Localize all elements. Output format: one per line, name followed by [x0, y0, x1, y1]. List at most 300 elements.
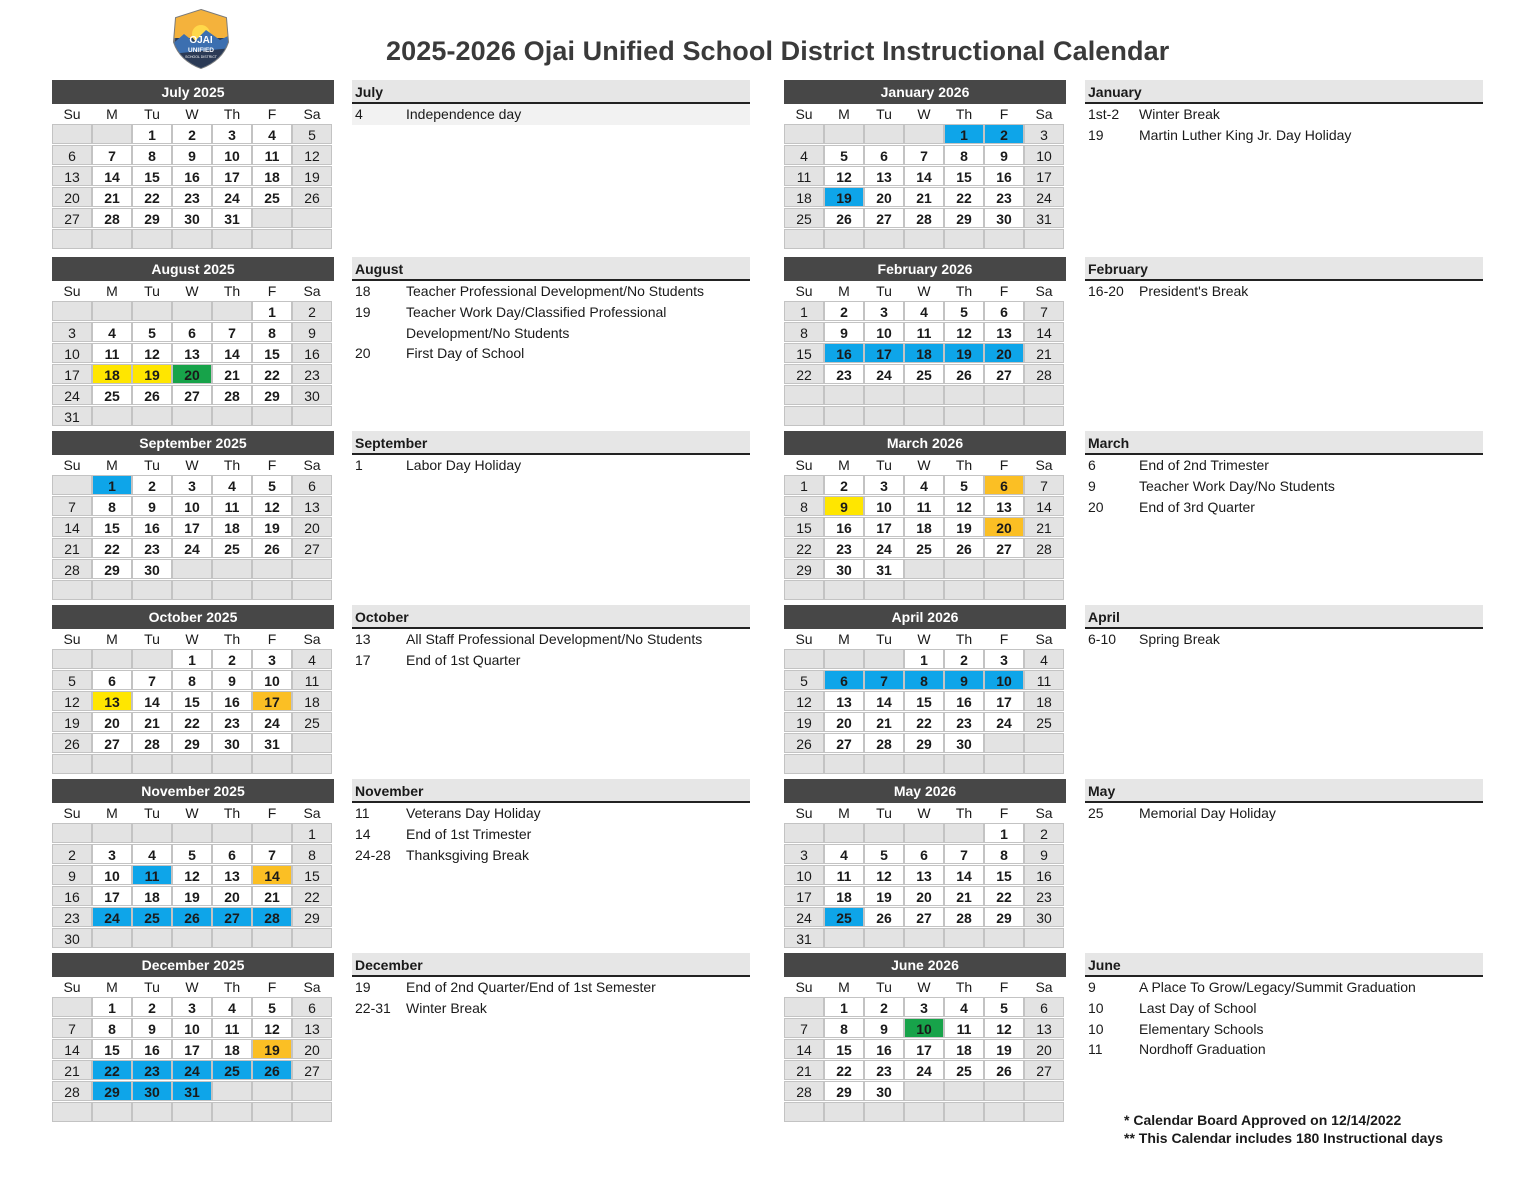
day-cell: 6 — [212, 844, 252, 864]
event-date — [352, 323, 406, 344]
day-cell: 28 — [784, 1081, 824, 1101]
weekday-label: Tu — [132, 104, 172, 124]
event-date: 24-28 — [355, 846, 391, 863]
empty-day-cell — [824, 649, 864, 669]
empty-day-cell — [1024, 1102, 1064, 1122]
day-cell: 27 — [1024, 1060, 1064, 1080]
empty-day-cell — [212, 580, 252, 600]
day-cell: 28 — [212, 385, 252, 405]
day-cell: 15 — [292, 865, 332, 885]
day-cell: 7 — [864, 670, 904, 690]
day-cell: 14 — [52, 517, 92, 537]
day-cell: 17 — [212, 166, 252, 186]
day-cell: 21 — [52, 1060, 92, 1080]
event-date: 9 — [1088, 477, 1096, 494]
empty-day-cell — [212, 928, 252, 948]
day-cell: 9 — [132, 496, 172, 516]
day-cell: 30 — [864, 1081, 904, 1101]
day-cell: 9 — [984, 145, 1024, 165]
day-cell: 1 — [944, 124, 984, 144]
day-cell: 18 — [904, 343, 944, 363]
event-date: 1st-2 — [1088, 106, 1120, 122]
day-cell: 24 — [864, 538, 904, 558]
day-cell: 31 — [212, 208, 252, 228]
day-cell: 19 — [132, 364, 172, 384]
day-cell: 8 — [984, 844, 1024, 864]
day-cell: 24 — [252, 712, 292, 732]
event-row — [1085, 125, 1483, 146]
month-events — [1085, 257, 1483, 302]
empty-day-cell — [1024, 580, 1064, 600]
day-cell: 26 — [984, 1060, 1024, 1080]
weekday-label: W — [172, 629, 212, 649]
day-cell: 26 — [944, 538, 984, 558]
day-cell: 30 — [172, 208, 212, 228]
event-description: End of 2nd Quarter/End of 1st Semester — [406, 979, 656, 995]
day-cell: 21 — [212, 364, 252, 384]
day-cell: 26 — [172, 907, 212, 927]
weekday-label: Sa — [1024, 455, 1064, 475]
event-row — [1085, 977, 1483, 998]
event-date: 9 — [1088, 979, 1096, 995]
weekday-label: Su — [52, 281, 92, 301]
event-row — [352, 650, 750, 671]
day-cell: 17 — [172, 517, 212, 537]
empty-day-cell — [92, 823, 132, 843]
event-date: 22-31 — [355, 999, 391, 1016]
day-cell: 20 — [984, 517, 1024, 537]
event-row — [1085, 497, 1483, 518]
day-cell: 9 — [864, 1018, 904, 1038]
day-cell: 11 — [1024, 670, 1064, 690]
day-cell: 10 — [864, 496, 904, 516]
weekday-label: Th — [212, 104, 252, 124]
day-cell: 7 — [92, 145, 132, 165]
day-cell: 9 — [212, 670, 252, 690]
month-grid — [784, 977, 1066, 1123]
events-month-header: September — [352, 431, 750, 455]
event-description: Winter Break — [406, 999, 487, 1016]
empty-day-cell — [1024, 754, 1064, 774]
empty-day-cell — [1024, 1081, 1064, 1101]
day-cell: 20 — [904, 886, 944, 906]
events-month-header: March — [1085, 431, 1483, 455]
month-events — [352, 257, 750, 364]
day-cell: 5 — [132, 322, 172, 342]
day-cell: 11 — [824, 865, 864, 885]
empty-day-cell — [52, 754, 92, 774]
empty-day-cell — [92, 406, 132, 426]
empty-day-cell — [172, 754, 212, 774]
day-cell: 3 — [864, 301, 904, 321]
day-cell: 10 — [784, 865, 824, 885]
empty-day-cell — [864, 406, 904, 426]
day-cell: 4 — [944, 997, 984, 1017]
empty-day-cell — [944, 1081, 984, 1101]
weekday-label: Tu — [132, 803, 172, 823]
day-cell: 21 — [784, 1060, 824, 1080]
weekday-label: Tu — [132, 281, 172, 301]
day-cell: 20 — [212, 886, 252, 906]
empty-day-cell — [92, 649, 132, 669]
day-cell: 25 — [904, 538, 944, 558]
day-cell: 12 — [984, 1018, 1024, 1038]
weekday-label: Th — [944, 629, 984, 649]
day-cell: 30 — [824, 559, 864, 579]
day-cell: 13 — [92, 691, 132, 711]
month-calendar — [52, 779, 334, 949]
day-cell: 28 — [1024, 538, 1064, 558]
event-row — [352, 104, 750, 125]
events-month-header: October — [352, 605, 750, 629]
weekday-label: F — [252, 629, 292, 649]
weekday-label: Su — [784, 977, 824, 997]
empty-day-cell — [944, 754, 984, 774]
day-cell: 31 — [784, 928, 824, 948]
empty-day-cell — [1024, 733, 1064, 753]
day-cell: 7 — [212, 322, 252, 342]
day-cell: 7 — [52, 1018, 92, 1038]
day-cell: 14 — [92, 166, 132, 186]
day-cell: 10 — [864, 322, 904, 342]
day-cell: 6 — [904, 844, 944, 864]
empty-day-cell — [292, 580, 332, 600]
day-cell: 2 — [52, 844, 92, 864]
event-row — [1085, 104, 1483, 125]
empty-day-cell — [92, 580, 132, 600]
day-cell: 6 — [172, 322, 212, 342]
weekday-label: W — [904, 977, 944, 997]
day-cell: 8 — [252, 322, 292, 342]
day-cell: 2 — [212, 649, 252, 669]
month-grid — [784, 281, 1066, 427]
weekday-label: Th — [212, 803, 252, 823]
event-date: 11 — [355, 805, 370, 821]
empty-day-cell — [52, 997, 92, 1017]
day-cell: 26 — [824, 208, 864, 228]
day-cell: 19 — [864, 886, 904, 906]
day-cell: 11 — [132, 865, 172, 885]
day-cell: 16 — [824, 343, 864, 363]
weekday-label: M — [824, 281, 864, 301]
empty-day-cell — [864, 385, 904, 405]
empty-day-cell — [944, 229, 984, 249]
events-month-header: June — [1085, 953, 1483, 977]
day-cell: 22 — [252, 364, 292, 384]
event-date: 16-20 — [1088, 283, 1124, 299]
day-cell: 17 — [1024, 166, 1064, 186]
empty-day-cell — [944, 559, 984, 579]
empty-day-cell — [824, 229, 864, 249]
day-cell: 1 — [292, 823, 332, 843]
month-grid — [52, 977, 334, 1123]
empty-day-cell — [1024, 229, 1064, 249]
day-cell: 23 — [824, 364, 864, 384]
day-cell: 22 — [824, 1060, 864, 1080]
month-events — [352, 80, 750, 125]
day-cell: 23 — [864, 1060, 904, 1080]
weekday-label: Sa — [1024, 281, 1064, 301]
event-description: End of 3rd Quarter — [1139, 498, 1255, 515]
day-cell: 21 — [904, 187, 944, 207]
day-cell: 20 — [984, 343, 1024, 363]
month-header: October 2025 — [52, 605, 334, 629]
day-cell: 5 — [944, 301, 984, 321]
day-cell: 16 — [984, 166, 1024, 186]
day-cell: 8 — [944, 145, 984, 165]
day-cell: 20 — [1024, 1039, 1064, 1059]
day-cell: 27 — [52, 208, 92, 228]
empty-day-cell — [92, 301, 132, 321]
month-grid — [784, 455, 1066, 601]
weekday-label: Su — [784, 803, 824, 823]
day-cell: 27 — [92, 733, 132, 753]
event-date: 19 — [355, 979, 371, 995]
day-cell: 4 — [292, 649, 332, 669]
day-cell: 14 — [1024, 322, 1064, 342]
event-date: 10 — [1088, 999, 1104, 1016]
day-cell: 9 — [1024, 844, 1064, 864]
day-cell: 26 — [252, 1060, 292, 1080]
empty-day-cell — [1024, 406, 1064, 426]
day-cell: 19 — [292, 166, 332, 186]
day-cell: 6 — [292, 475, 332, 495]
day-cell: 10 — [212, 145, 252, 165]
empty-day-cell — [132, 754, 172, 774]
day-cell: 17 — [52, 364, 92, 384]
day-cell: 8 — [824, 1018, 864, 1038]
event-row — [352, 629, 750, 650]
month-events — [352, 431, 750, 476]
day-cell: 22 — [292, 886, 332, 906]
weekday-label: Tu — [864, 455, 904, 475]
day-cell: 28 — [864, 733, 904, 753]
empty-day-cell — [784, 823, 824, 843]
weekday-label: Tu — [864, 281, 904, 301]
day-cell: 24 — [784, 907, 824, 927]
day-cell: 12 — [784, 691, 824, 711]
day-cell: 13 — [984, 322, 1024, 342]
day-cell: 14 — [52, 1039, 92, 1059]
day-cell: 2 — [132, 475, 172, 495]
event-description: Veterans Day Holiday — [406, 805, 541, 821]
empty-day-cell — [904, 754, 944, 774]
empty-day-cell — [52, 475, 92, 495]
day-cell: 29 — [92, 1081, 132, 1101]
day-cell: 19 — [252, 517, 292, 537]
empty-day-cell — [132, 406, 172, 426]
weekday-label: M — [92, 104, 132, 124]
empty-day-cell — [784, 385, 824, 405]
event-row — [1085, 803, 1483, 824]
empty-day-cell — [824, 1102, 864, 1122]
event-description: End of 2nd Trimester — [1139, 457, 1269, 473]
day-cell: 2 — [132, 997, 172, 1017]
day-cell: 17 — [92, 886, 132, 906]
empty-day-cell — [292, 1102, 332, 1122]
event-date: 10 — [1088, 1020, 1104, 1037]
day-cell: 18 — [784, 187, 824, 207]
day-cell: 3 — [172, 475, 212, 495]
day-cell: 4 — [212, 997, 252, 1017]
event-description: Teacher Work Day/Classified Professional — [406, 303, 667, 320]
event-date: 25 — [1088, 805, 1104, 821]
month-header: April 2026 — [784, 605, 1066, 629]
empty-day-cell — [824, 406, 864, 426]
day-cell: 16 — [824, 517, 864, 537]
day-cell: 3 — [864, 475, 904, 495]
month-grid — [52, 104, 334, 250]
day-cell: 5 — [172, 844, 212, 864]
weekday-label: Su — [784, 104, 824, 124]
month-grid — [784, 803, 1066, 949]
day-cell: 22 — [92, 1060, 132, 1080]
empty-day-cell — [132, 301, 172, 321]
month-events — [1085, 953, 1483, 1060]
day-cell: 12 — [172, 865, 212, 885]
weekday-label: F — [984, 455, 1024, 475]
day-cell: 15 — [92, 517, 132, 537]
empty-day-cell — [92, 124, 132, 144]
weekday-label: W — [172, 803, 212, 823]
empty-day-cell — [292, 733, 332, 753]
day-cell: 18 — [92, 364, 132, 384]
weekday-label: Sa — [1024, 629, 1064, 649]
day-cell: 17 — [864, 517, 904, 537]
day-cell: 10 — [92, 865, 132, 885]
day-cell: 17 — [984, 691, 1024, 711]
day-cell: 3 — [52, 322, 92, 342]
event-row — [352, 455, 750, 476]
weekday-label: F — [984, 104, 1024, 124]
day-cell: 25 — [92, 385, 132, 405]
day-cell: 1 — [904, 649, 944, 669]
day-cell: 23 — [824, 538, 864, 558]
weekday-label: W — [172, 104, 212, 124]
weekday-label: F — [252, 104, 292, 124]
day-cell: 12 — [864, 865, 904, 885]
day-cell: 16 — [132, 517, 172, 537]
day-cell: 22 — [944, 187, 984, 207]
empty-day-cell — [252, 823, 292, 843]
events-month-header: August — [352, 257, 750, 281]
month-calendar — [784, 431, 1066, 601]
empty-day-cell — [904, 406, 944, 426]
event-description: Martin Luther King Jr. Day Holiday — [1139, 126, 1352, 143]
day-cell: 2 — [944, 649, 984, 669]
event-row — [352, 824, 750, 845]
day-cell: 7 — [1024, 475, 1064, 495]
day-cell: 4 — [92, 322, 132, 342]
day-cell: 14 — [252, 865, 292, 885]
day-cell: 21 — [944, 886, 984, 906]
weekday-label: Tu — [864, 104, 904, 124]
day-cell: 22 — [784, 538, 824, 558]
weekday-label: M — [92, 977, 132, 997]
day-cell: 9 — [172, 145, 212, 165]
day-cell: 7 — [132, 670, 172, 690]
weekday-label: W — [172, 977, 212, 997]
day-cell: 26 — [52, 733, 92, 753]
day-cell: 30 — [52, 928, 92, 948]
event-row — [352, 323, 750, 344]
day-cell: 3 — [1024, 124, 1064, 144]
logo-text-bottom: UNIFIED — [188, 47, 214, 54]
day-cell: 11 — [92, 343, 132, 363]
day-cell: 25 — [252, 187, 292, 207]
day-cell: 4 — [824, 844, 864, 864]
day-cell: 25 — [784, 208, 824, 228]
event-description: Winter Break — [1139, 106, 1220, 122]
empty-day-cell — [292, 559, 332, 579]
event-description: End of 1st Trimester — [406, 825, 532, 842]
empty-day-cell — [92, 754, 132, 774]
day-cell: 11 — [212, 1018, 252, 1038]
event-row — [1085, 1019, 1483, 1040]
day-cell: 8 — [292, 844, 332, 864]
day-cell: 27 — [824, 733, 864, 753]
day-cell: 3 — [784, 844, 824, 864]
day-cell: 18 — [212, 1039, 252, 1059]
day-cell: 25 — [1024, 712, 1064, 732]
empty-day-cell — [1024, 385, 1064, 405]
day-cell: 27 — [212, 907, 252, 927]
day-cell: 20 — [92, 712, 132, 732]
day-cell: 16 — [944, 691, 984, 711]
weekday-label: F — [984, 281, 1024, 301]
empty-day-cell — [904, 928, 944, 948]
day-cell: 2 — [292, 301, 332, 321]
empty-day-cell — [292, 229, 332, 249]
day-cell: 8 — [92, 1018, 132, 1038]
empty-day-cell — [212, 754, 252, 774]
day-cell: 27 — [904, 907, 944, 927]
weekday-label: F — [252, 281, 292, 301]
weekday-label: Su — [52, 455, 92, 475]
events-month-header: January — [1085, 80, 1483, 104]
empty-day-cell — [784, 649, 824, 669]
day-cell: 10 — [984, 670, 1024, 690]
day-cell: 15 — [252, 343, 292, 363]
day-cell: 4 — [784, 145, 824, 165]
day-cell: 5 — [252, 997, 292, 1017]
event-row — [352, 977, 750, 998]
month-header: June 2026 — [784, 953, 1066, 977]
empty-day-cell — [172, 229, 212, 249]
weekday-label: M — [92, 803, 132, 823]
day-cell: 28 — [1024, 364, 1064, 384]
day-cell: 22 — [132, 187, 172, 207]
day-cell: 31 — [172, 1081, 212, 1101]
month-grid — [52, 629, 334, 775]
event-row — [352, 281, 750, 302]
weekday-label: Sa — [292, 455, 332, 475]
event-row — [352, 845, 750, 866]
day-cell: 3 — [212, 124, 252, 144]
event-date: 6-10 — [1088, 631, 1117, 647]
day-cell: 24 — [52, 385, 92, 405]
day-cell: 24 — [172, 1060, 212, 1080]
empty-day-cell — [944, 580, 984, 600]
event-date: 19 — [355, 303, 371, 320]
empty-day-cell — [784, 124, 824, 144]
empty-day-cell — [944, 1102, 984, 1122]
weekday-label: Tu — [864, 977, 904, 997]
empty-day-cell — [172, 559, 212, 579]
month-calendar — [784, 257, 1066, 427]
day-cell: 9 — [132, 1018, 172, 1038]
day-cell: 29 — [172, 733, 212, 753]
